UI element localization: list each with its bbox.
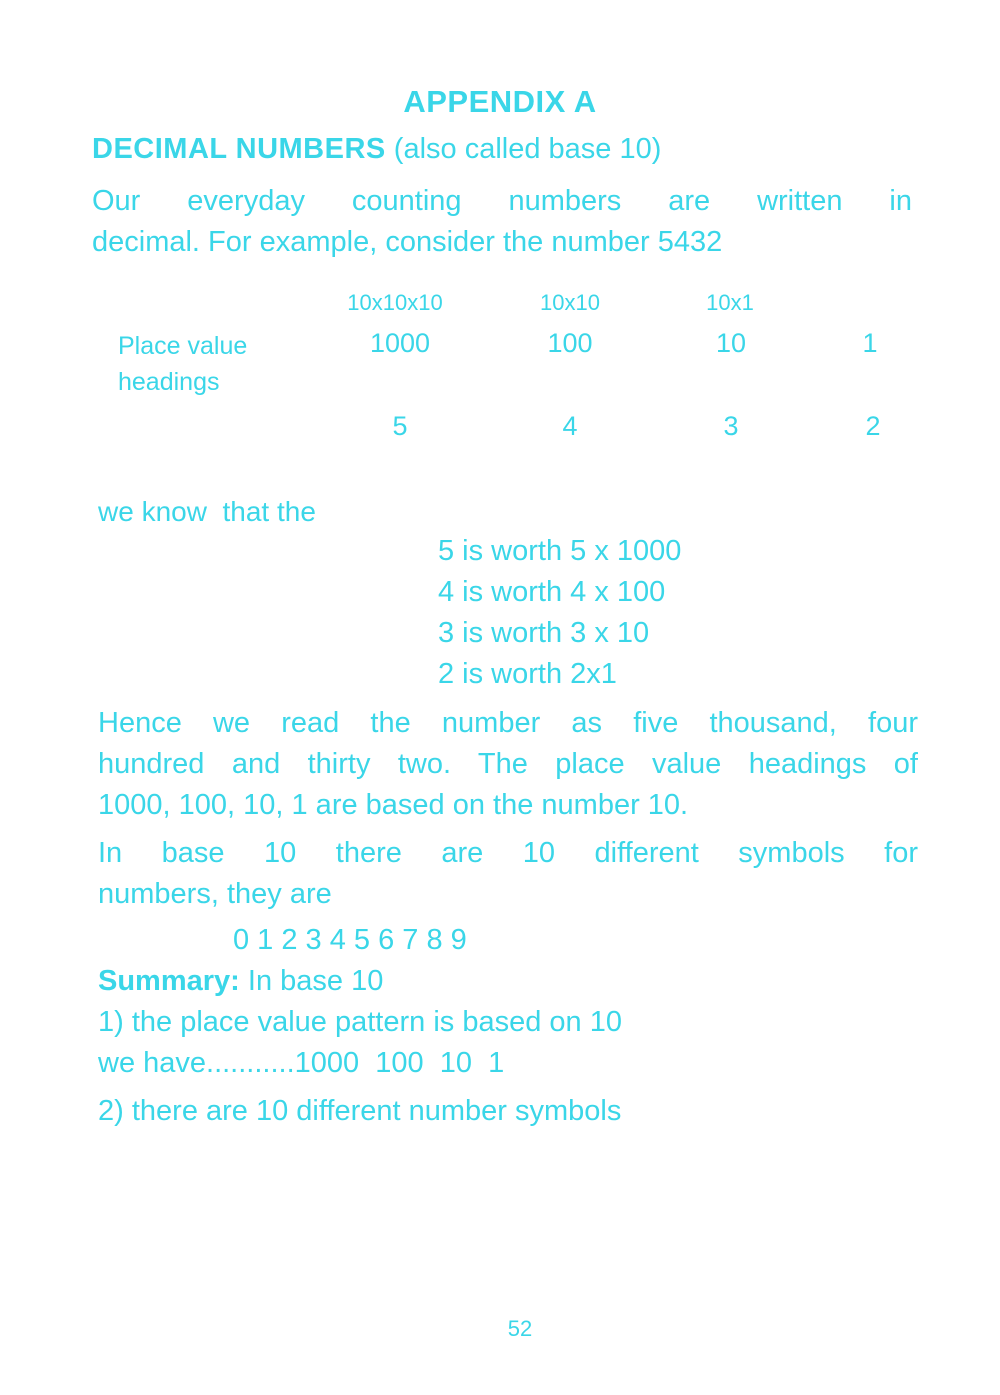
heading-1000: 1000 [369, 328, 431, 358]
hence-line-1: Hence we read the number as five thousand, four [98, 707, 918, 739]
section-heading-note: (also called base 10) [385, 133, 662, 165]
intro-line-1: Our everyday counting numbers are written in [92, 185, 912, 217]
digit-thousands: 5 [392, 411, 408, 441]
digit-symbols: 0 1 2 3 4 5 6 7 8 9 [233, 924, 467, 956]
heading-10: 10 [715, 328, 747, 358]
page-number: 52 [507, 1316, 533, 1341]
know-text: we know that the [98, 496, 316, 527]
intro-line-2: decimal. For example, consider the number 5432 [92, 226, 723, 258]
heading-100: 100 [547, 328, 593, 358]
summary-point-2: 2) there are 10 different number symbols [98, 1095, 622, 1127]
base-line-2: numbers, they are [98, 878, 332, 910]
heading-1: 1 [862, 328, 878, 358]
section-heading [92, 133, 661, 166]
summary-intro: In base 10 [239, 965, 384, 997]
row-label-line-1: Place value [118, 332, 248, 360]
row-label-line-2: headings [118, 368, 220, 396]
summary-heading [98, 965, 383, 998]
multiplier-thousands: 10x10x10 [347, 290, 443, 315]
multiplier-tens: 10x1 [706, 290, 754, 315]
section-heading-bold: DECIMAL NUMBERS [92, 133, 386, 165]
page-title: APPENDIX A [403, 84, 597, 119]
base-line-1: In base 10 there are 10 different symbols for [98, 837, 918, 869]
worth-line-ones: 2 is worth 2x1 [438, 658, 617, 690]
hence-line-2: hundred and thirty two. The place value headings of [98, 748, 918, 780]
worth-line-thousands: 5 is worth 5 x 1000 [438, 535, 682, 567]
multiplier-hundreds: 10x10 [540, 290, 600, 315]
digit-tens: 3 [723, 411, 739, 441]
summary-label: Summary: [98, 965, 240, 997]
digit-ones: 2 [865, 411, 881, 441]
worth-line-tens: 3 is worth 3 x 10 [438, 617, 650, 649]
summary-point-1-detail: we have...........1000 100 10 1 [98, 1047, 505, 1079]
digit-hundreds: 4 [562, 411, 578, 441]
summary-point-1: 1) the place value pattern is based on 10 [98, 1006, 622, 1038]
worth-line-hundreds: 4 is worth 4 x 100 [438, 576, 666, 608]
hence-line-3: 1000, 100, 10, 1 are based on the number 10. [98, 789, 689, 821]
